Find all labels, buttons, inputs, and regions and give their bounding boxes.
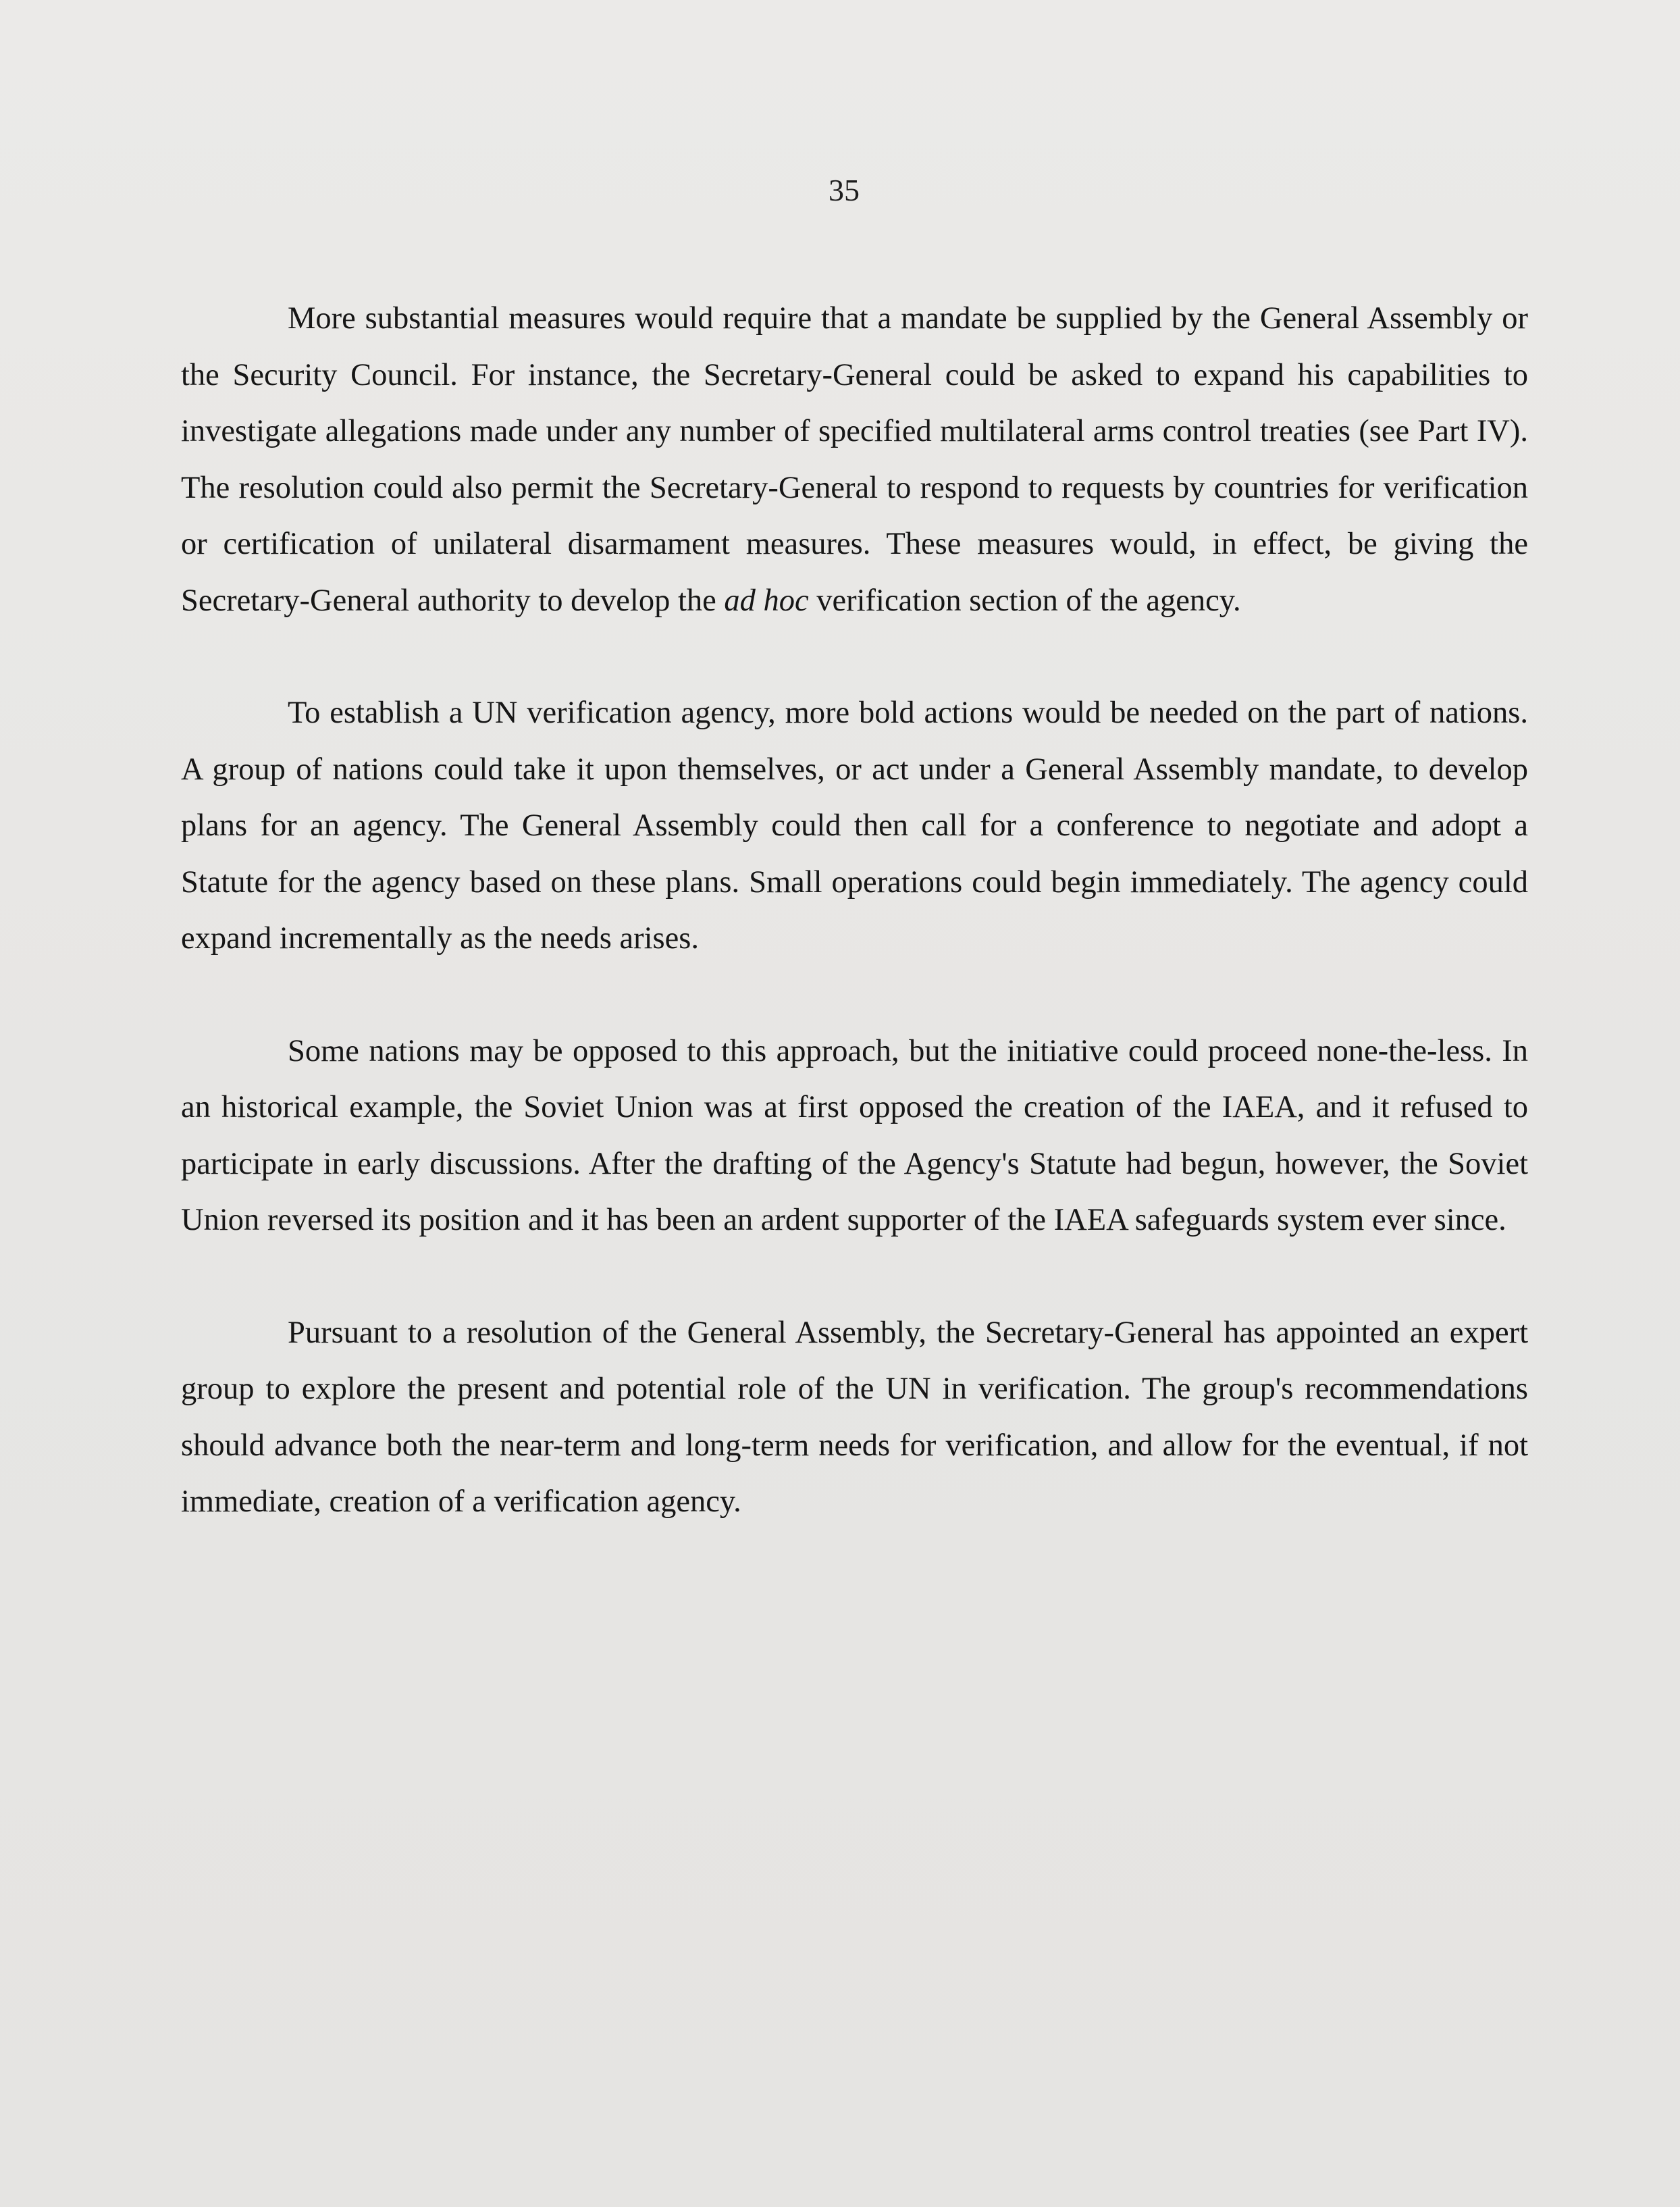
paragraph-3: Some nations may be opposed to this approach, but the initiative could proceed none-the-less. In an historical example, the Soviet Union was at first opposed the creation of the IAEA, and it refused to participate in early discussions. After the drafting of the Agency's Statute had begun, however, the Soviet Union reversed its position and it has been an ardent supporter of the IAEA safeguards system ever since. [181, 1033, 1528, 1237]
paragraph-1-text-after: verification section of the agency. [808, 583, 1241, 618]
paragraph-2: To establish a UN verification agency, more bold actions would be needed on the part of nations. A group of nations could take it upon themselves, or act under a General Assembly mandate, to develop plans for an agency. The General Assembly could then call for a conference to negotiate and adopt a Statute for the agency based on these plans. Small operations could begin immediately. The agency could expand incrementally as the needs arises. [181, 696, 1528, 956]
paragraph-1-text-before: More substantial measures would require that a mandate be supplied by the General Assembly or the Security Council. For instance, the Secretary-General could be asked to expand his capabilities to investigate allegations made under any number of specified multilateral arms control treaties (see Part IV). The resolution could also permit the Secretary-General to respond to requests by countries for verification or certification of unilateral disarmament measures. These measures would, in effect, be giving the Secretary-General authority to develop the [181, 301, 1528, 618]
body-text [181, 290, 1528, 1530]
paragraph-1-italic-phrase: ad hoc [724, 583, 809, 618]
paragraph-4: Pursuant to a resolution of the General Assembly, the Secretary-General has appointed an expert group to explore the present and potential role of the UN in verification. The group's recommendations should advance both the near-term and long-term needs for verification, and allow for the eventual, if not immediate, creation of a verification agency. [181, 1315, 1528, 1519]
paragraph-1 [181, 290, 1528, 629]
page-number: 35 [829, 173, 860, 207]
